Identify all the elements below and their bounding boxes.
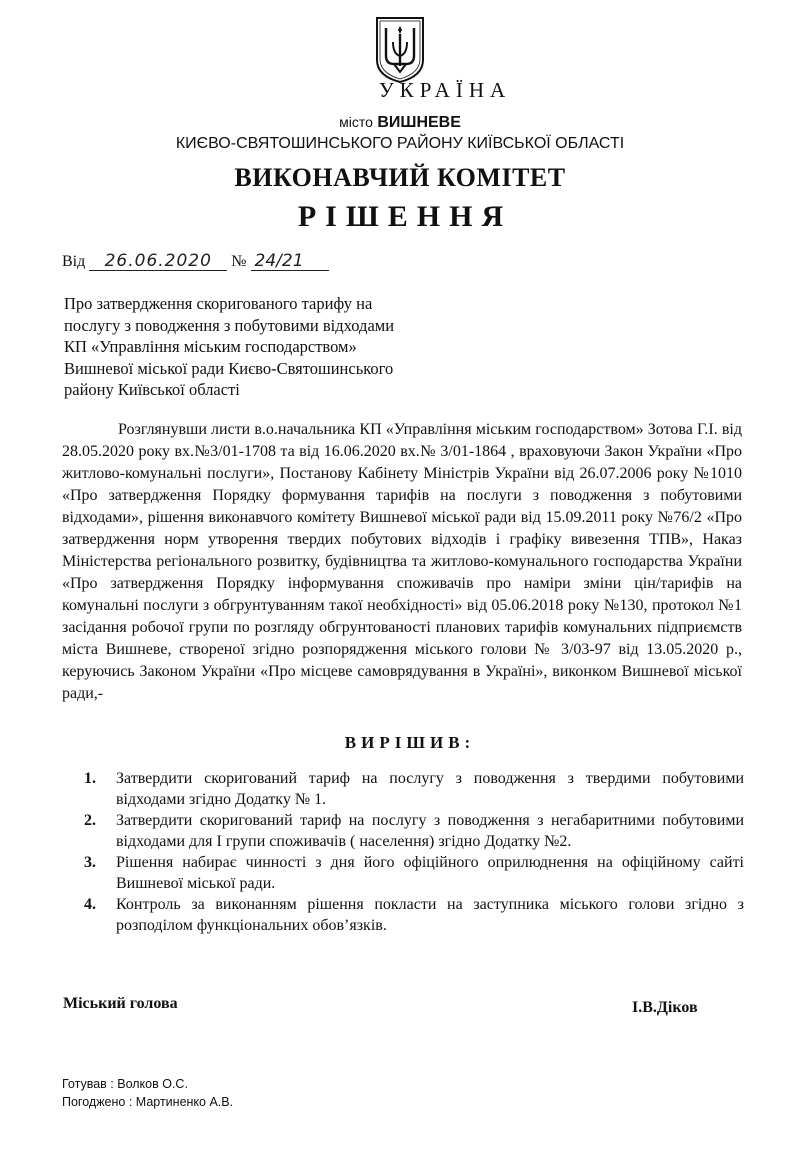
date-number-line — [62, 252, 329, 271]
subject-line: Вишневої міської ради Києво-Святошинського — [64, 358, 394, 378]
signatory-name: І.В.Діков — [632, 999, 698, 1016]
decided-heading: ВИРІШИВ: — [344, 733, 476, 752]
city-prefix: місто — [339, 114, 373, 130]
subject-line: КП «Управління міським господарством» — [64, 337, 357, 356]
city-name: ВИШНЕВЕ — [377, 114, 461, 131]
decision-text: Затвердити скоригований тариф на послугу з поводження з негабаритними побутовими відходами для І групи споживачів ( населення) згідно Додатку №2. — [116, 812, 744, 850]
decision-item — [84, 894, 744, 936]
handwritten-number: 24/21 — [251, 252, 329, 271]
document-type-title: РІШЕННЯ — [297, 200, 513, 233]
decision-subject — [64, 293, 444, 401]
decision-item — [84, 810, 744, 852]
decision-item — [84, 768, 744, 810]
date-label: Від — [62, 253, 86, 270]
decision-number: 1. — [84, 770, 96, 787]
coat-of-arms-icon — [373, 14, 427, 84]
decision-text: Затвердити скоригований тариф на послугу з поводження з твердими побутовими відходами згідно Додатку № 1. — [116, 770, 744, 808]
signatory-title: Міський голова — [63, 995, 178, 1012]
subject-line: послугу з поводження з побутовими відходами — [64, 315, 395, 335]
decision-number: 3. — [84, 854, 96, 871]
city-line — [0, 114, 800, 132]
decision-number: 2. — [84, 812, 96, 829]
decision-text: Рішення набирає чинності з дня його офіційного оприлюднення на офіційному сайті Вишневої міської ради. — [116, 854, 744, 892]
subject-line: району Київської області — [64, 380, 240, 399]
prepared-by: Готував : Волков О.С. — [62, 1077, 188, 1091]
preamble-paragraph: Розглянувши листи в.о.начальника КП «Управління міським господарством» Зотова Г.І. від 28.05.2020 року вх.№3/01-1708 та від 16.06.2020 вх.№ 3/01-1864 , враховуючи Закон України «Про житлово-комунальні послуги», Постанову Кабінету Міністрів України від 26.07.2006 року №1010 «Про затвердження Порядку формування тарифів на послуги з поводження з побутовими відходами», рішення виконавчого комітету Вишневої міської ради від 15.09.2011 року №76/2 «Про затвердження норм утворення твердих побутових відходів і графіку вивезення ТПВ», Наказ Міністерства регіонального розвитку, будівництва та житлово-комунального господарства України «Про затвердження Порядку інформування споживачів про наміри зміни цін/тарифів на комунальні послуги з обгрунтуванням такої необхідності» від 05.06.2018 року №130, протокол №1 засідання робочої групи по розгляду обгрунтованості планових тарифів комунальних підприємств міста Вишневе, створеної згідно розпорядження міського голови № 3/03-97 від 13.05.2020 р., керуючись Законом України «Про місцеве самоврядування в Україні», виконком Вишневої міської ради,- — [62, 421, 742, 702]
handwritten-date: 26.06.2020 — [89, 252, 227, 271]
decision-text: Контроль за виконанням рішення покласти на заступника міського голови згідно з розподілом функціональних обов’язків. — [116, 896, 744, 934]
decisions-list — [84, 768, 744, 936]
subject-line: Про затвердження скоригованого тарифу на — [64, 294, 373, 313]
committee-title: ВИКОНАВЧИЙ КОМІТЕТ — [234, 163, 566, 192]
district-line: КИЄВО-СВЯТОШИНСЬКОГО РАЙОНУ КИЇВСЬКОЇ ОБЛАСТІ — [175, 135, 625, 152]
number-label: № — [231, 253, 247, 270]
decision-item — [84, 852, 744, 894]
decision-number: 4. — [84, 896, 96, 913]
country-name: УКРАЇНА — [378, 78, 512, 102]
agreed-by: Погоджено : Мартиненко А.В. — [62, 1095, 234, 1109]
